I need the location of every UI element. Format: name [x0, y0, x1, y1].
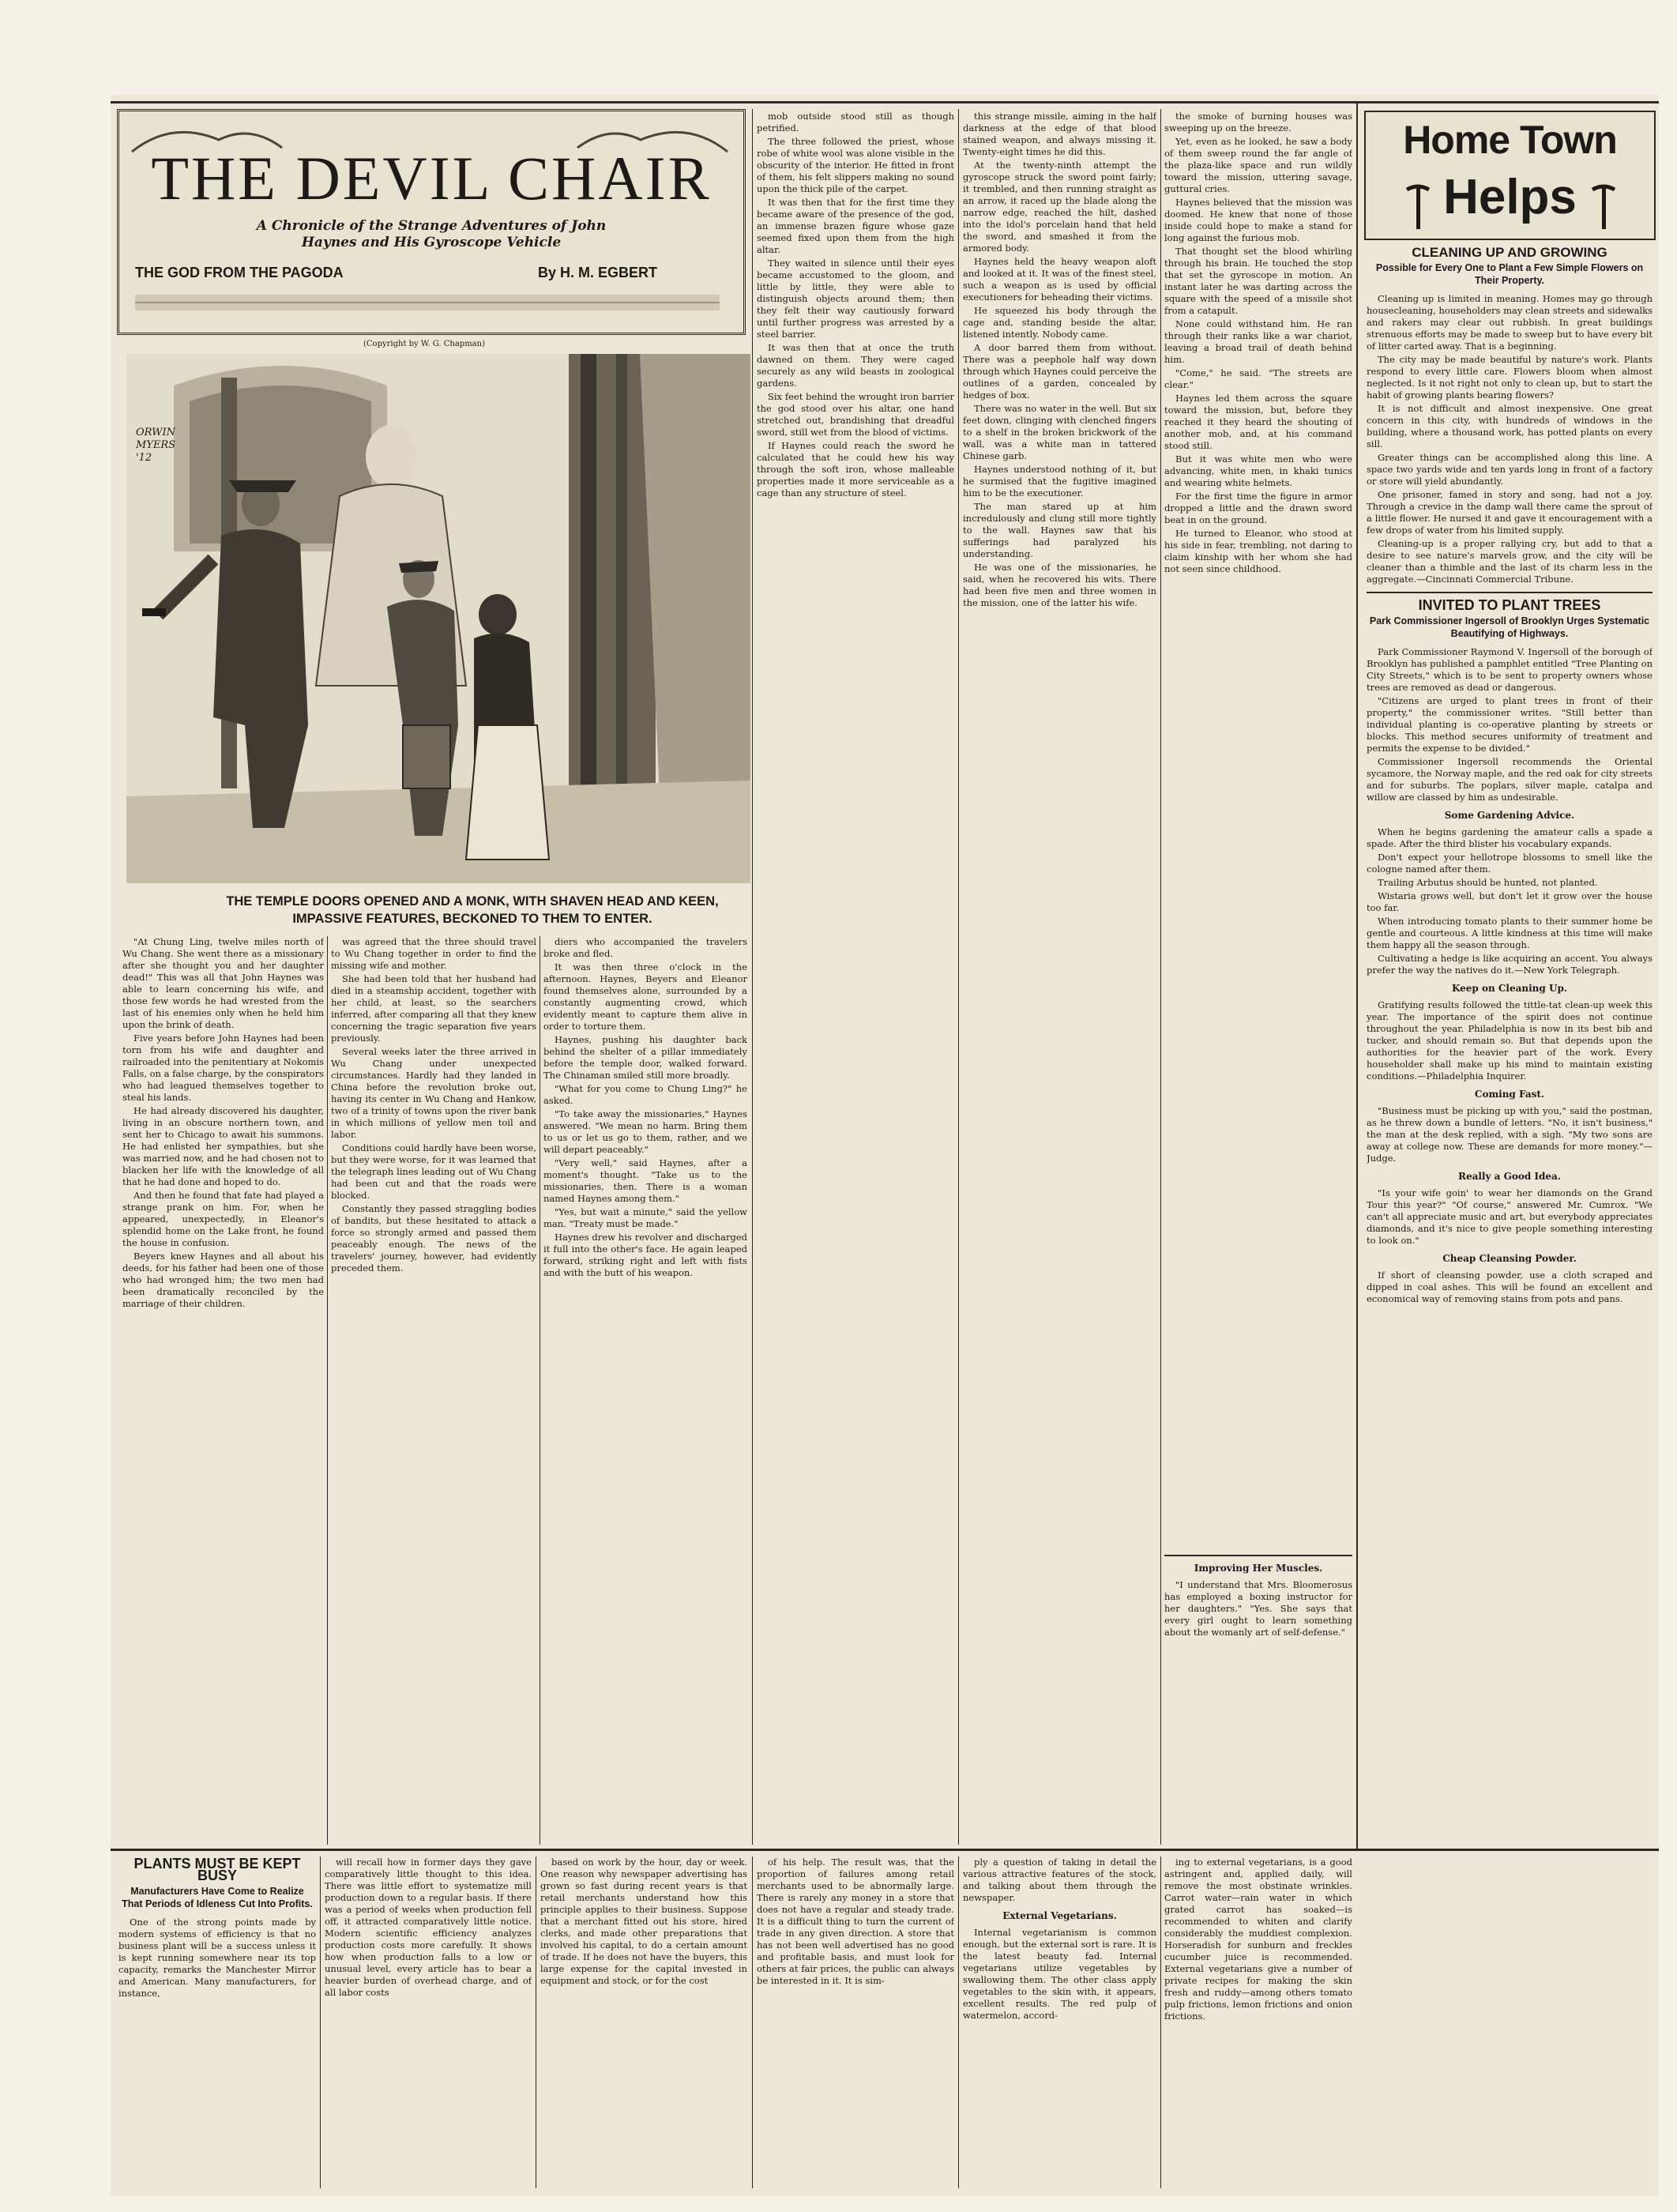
pickaxe-icon: [1404, 183, 1432, 231]
paragraph: Haynes led them across the square toward the mission, but, before they reached it they heard the shouting of another mob, and, at his command stood still.: [1164, 393, 1352, 451]
improving-title: Improving Her Muscles.: [1194, 1563, 1323, 1574]
busy-subtitle: Manufacturers Have Come to Realize That Periods of Idleness Cut Into Profits.: [122, 1886, 313, 1909]
paragraph: Wistaria grows well, but don't let it grow over the house too far.: [1367, 890, 1653, 913]
paragraph: "Is your wife goin' to wear her diamonds on the Grand Tour this year?" "Of course," answered Mr. Cumrox. "We can't all appreciate music and art, but everybody appreciates diamonds, and it's nice to give people something interesting to look on.": [1367, 1187, 1653, 1246]
paragraph: Haynes held the heavy weapon aloft and looked at it. It was of the finest steel, such a weapon as is used by official executioners for beheading their victims.: [963, 256, 1156, 303]
paragraph: Several weeks later the three arrived in Wu Chang under unexpected circumstances. Hardly had they landed in China before the revolution broke out, having its center in Wu Chang and Hankow, two of a trinity of towns upon the river bank in which millions of yellow men toil and labor.: [331, 1046, 536, 1140]
column-rule: [320, 1856, 321, 2188]
paragraph: It was then that for the first time they became aware of the presence of the god, an immense brazen figure whose gaze seemed fixed upon them from the high altar.: [757, 197, 954, 255]
paragraph: Park Commissioner Raymond V. Ingersoll of the borough of Brooklyn has published a pamphlet entitled "Tree Planting on City Streets," which is to be sent to property owners whose trees are removed as dead or dangerous.: [1367, 646, 1653, 693]
paragraph: At the twenty-ninth attempt the gyroscope struck the sword point fairly; it trembled, and then running straight as an arrow, it raced up the blade along the narrow edge, reached the hilt, dashed into the idol's porcelain hand that held the sword, and smashed it from the armored body.: [963, 160, 1156, 254]
busy-column-5: [963, 1856, 1156, 2188]
sidebar-divider: [1356, 101, 1358, 1849]
paragraph: Haynes, pushing his daughter back behind the shelter of a pillar immediately before the temple door, walked forward. The Chinaman smiled still more broadly.: [543, 1034, 747, 1081]
paragraph: She had been told that her husband had died in a steamship accident, together with her child, at least, so the searchers inferred, after comparing all that they knew concerning the tragic separation five years previously.: [331, 973, 536, 1044]
column-rule: [1160, 109, 1161, 1845]
section-rule: [1367, 592, 1653, 593]
paragraph: Don't expect your hellotrope blossoms to smell like the cologne named after them.: [1367, 852, 1653, 875]
paragraph: "Citizens are urged to plant trees in front of their property," the commissioner writes. "Still better than individual planting is co-operative planting by streets or blocks. This method secures uniformity of treatment and permits the expense to be divided.": [1367, 695, 1653, 754]
header-pattern: [135, 290, 720, 315]
vegetarians-title: External Vegetarians.: [1002, 1910, 1117, 1921]
paragraph: Beyers knew Haynes and all about his deeds, for his father had been one of those who had wronged him; the two men had been dramatically reconciled by the marriage of their children.: [122, 1251, 324, 1309]
paragraph: It was then that at once the truth dawned on them. They were caged securely as any wild beasts in zoological gardens.: [757, 342, 954, 389]
paragraph: The man stared up at him incredulously and clung still more tightly to the wall. Haynes saw that his sufferings had paralyzed his understanding.: [963, 501, 1156, 559]
cleaning-subtitle: Possible for Every One to Plant a Few Simple Flowers on Their Property.: [1375, 262, 1644, 286]
paragraph: diers who accompanied the travelers broke and fled.: [543, 936, 747, 959]
paragraph: When introducing tomato plants to their summer home be gentle and courteous. A little kindness at this time will make them happy all the season through.: [1367, 916, 1653, 950]
paragraph: "Business must be picking up with you," said the postman, as he threw down a bundle of letters. "No, it isn't business," the man at the desk replied, with a sigh. "My two sons are away at college now. These are demands for more money."—Judge.: [1367, 1105, 1653, 1164]
column-rule: [958, 109, 959, 1845]
paragraph: That thought set the blood whirling through his brain. He touched the stop that set the gyroscope in motion. An instant later he was darting across the square with the speed of a missile shot from a catapult.: [1164, 246, 1352, 316]
paragraph: He turned to Eleanor, who stood at his side in fear, trembling, not daring to claim kinship with her whom she had not seen since childhood.: [1164, 528, 1352, 574]
paragraph: The city may be made beautiful by nature's work. Plants respond to every little care. Flowers bloom when almost neglected. Is it not right not only to clean up, but to start the habit of growing plants bearing flowers?: [1367, 354, 1653, 401]
paragraph: He was one of the missionaries, he said, when he recovered his wits. There had been five men and three women in the mission, one of the latter his wife.: [963, 562, 1156, 608]
improving-article: [1164, 1561, 1352, 1845]
story-column-5: [963, 111, 1156, 1845]
section-rule: [1164, 1555, 1352, 1556]
paragraph: "At Chung Ling, twelve miles north of Wu Chang. She went there as a missionary after she thought you and her daughter dead!" This was all that John Haynes was able to learn concerning his wife, and those few words he had wrested from the last of his enemies only when he held him upon the brink of death.: [122, 936, 324, 1030]
paragraph: Cultivating a hedge is like acquiring an accent. You always prefer the way the natives do it.—New York Telegraph.: [1367, 953, 1653, 976]
story-column-4: [757, 111, 954, 1845]
busy-column-6: [1164, 1856, 1352, 2188]
story-subtitle: A Chronicle of the Strange Adventures of John Haynes and His Gyroscope Vehicle: [256, 218, 607, 250]
busy-column-1: [118, 1856, 316, 2188]
paragraph: There was no water in the well. But six feet down, clinging with clenched fingers to a shelf in the broken brickwork of the wall, was a white man in tattered Chinese garb.: [963, 403, 1156, 461]
paragraph: He squeezed his body through the cage and, standing beside the altar, listened intently. Nobody came.: [963, 305, 1156, 340]
paragraph: Commissioner Ingersoll recommends the Oriental sycamore, the Norway maple, and the red oak for city streets and for suburbs. The poplars, silver maple, catalpa and willow are classed by him as undesirable.: [1367, 756, 1653, 803]
byline: By H. M. EGBERT: [538, 265, 658, 280]
paragraph: One of the strong points made by modern systems of efficiency is that no business plant will be a success unless it is kept running somewhere near its top capacity, remarks the Manchester Mirror and American. Many manufacturers, for instance,: [118, 1917, 316, 1999]
column-rule: [327, 936, 328, 1845]
copyright-note: (Copyright by W. G. Chapman): [363, 340, 485, 348]
paragraph: this strange missile, aiming in the half darkness at the edge of that blood stained weapon, and always missing it. Twenty-eight times he did this.: [963, 111, 1156, 157]
paragraph: the smoke of burning houses was sweeping up on the breeze.: [1164, 111, 1352, 134]
really-title: Really a Good Idea.: [1457, 1171, 1562, 1182]
paragraph: Haynes understood nothing of it, but he surmised that the fugitive imagined him to be the executioner.: [963, 464, 1156, 498]
trees-subtitle: Park Commissioner Ingersoll of Brooklyn Urges Systematic Beautifying of Highways.: [1369, 615, 1650, 639]
paragraph: If short of cleansing powder, use a cloth scraped and dipped in coal ashes. This will be found an excellent and economical way of removing stains from pots and pans.: [1367, 1270, 1653, 1304]
illustration-signature: ORWIN MYERS '12: [136, 427, 176, 464]
column-rule: [752, 109, 753, 1845]
illustration-caption: THE TEMPLE DOORS OPENED AND A MONK, WITH SHAVEN HEAD AND KEEN, IMPASSIVE FEATURES, BECKONED TO THEM TO ENTER.: [226, 894, 719, 926]
paragraph: was agreed that the three should travel to Wu Chang together in order to find the missing wife and mother.: [331, 936, 536, 971]
story-column-1: [122, 936, 324, 1845]
paragraph: "Come," he said. "The streets are clear.": [1164, 367, 1352, 390]
keep-title: Keep on Cleaning Up.: [1451, 983, 1568, 994]
paragraph: Internal vegetarianism is common enough, but the external sort is rare. It is the latest beauty fad. Internal vegetarians utilize vegetables by swallowing them. The other class apply vegetables to the skin with, it appears, excellent results. The red pulp of watermelon, accord-: [963, 1927, 1156, 2021]
paragraph: But it was white men who were advancing, white men, in khaki tunics and wearing white helmets.: [1164, 453, 1352, 488]
paragraph: Constantly they passed straggling bodies of bandits, but these hesitated to attack a force so strongly armed and passed them peaceably enough. The news of the travelers' journey, however, had evidently preceded them.: [331, 1203, 536, 1273]
bottom-section-rule: [111, 1849, 1659, 1851]
paragraph: Haynes drew his revolver and discharged it full into the other's face. He again leaped forward, striking right and left with fists and with the butt of his weapon.: [543, 1232, 747, 1278]
story-title: THE DEVIL CHAIR: [151, 144, 712, 213]
paragraph: He had already discovered his daughter, living in an obscure northern town, and sent her to Chicago to await his summons. He had enlisted her sympathies, but she was married now, and he had chosen not to blacken her life with the knowledge of all that he had done and hoped to do.: [122, 1105, 324, 1187]
column-rule: [752, 1856, 753, 2188]
story-column-2: [331, 936, 536, 1845]
home-town-helps-masthead: [1364, 111, 1656, 240]
gardening-title: Some Gardening Advice.: [1444, 810, 1575, 821]
paragraph: One prisoner, famed in story and song, had not a joy. Through a crevice in the damp wall there came the sprout of a little flower. He nursed it and gave it encouragement with a few drops of water from his limited supply.: [1367, 489, 1653, 536]
sidebar-column: [1367, 245, 1653, 1845]
paragraph: of his help. The result was, that the proportion of failures among retail merchants used to be abnormally large. There is rarely any money in a store that does not have a regular and steady trade. It is a difficult thing to turn the current of trade in any given direction. A store that has not been well advertised has no good and profitable basis, and must look for others at fair prices, the public can always be interested in it. It is sim-: [757, 1856, 954, 1986]
paragraph: Trailing Arbutus should be hunted, not planted.: [1378, 877, 1598, 888]
paragraph: For the first time the figure in armor dropped a little and the drawn sword beat in on the ground.: [1164, 491, 1352, 525]
chapter-title: THE GOD FROM THE PAGODA: [135, 265, 344, 280]
paragraph: ing to external vegetarians, is a good astringent and, applied daily, will remove the most obstinate wrinkles. Carrot water—rain water in which grated carrot has soaked—is recommended to whiten and clarify considerably the muddiest complexion. Horseradish for sunburn and freckles cucumber juice is recommended. External vegetarians give a number of private recipes for making the skin fresh and ruddy—among others tomato pulp frictions, lemon frictions and onion frictions.: [1164, 1856, 1352, 2022]
paragraph: "To take away the missionaries," Haynes answered. "We mean no harm. Bring them to us or let us go to them, rather, and we will depart peaceably.": [543, 1108, 747, 1155]
trees-title: INVITED TO PLANT TREES: [1418, 597, 1601, 613]
coming-title: Coming Fast.: [1474, 1089, 1545, 1100]
busy-title: PLANTS MUST BE KEPT BUSY: [133, 1856, 301, 1883]
paragraph: "Very well," said Haynes, after a moment's thought. "Take us to the missionaries, then. There is a woman named Haynes among them.": [543, 1157, 747, 1204]
paragraph: based on work by the hour, day or week. One reason why newspaper advertising has grown so fast during recent years is that retail merchants understand how this principle applies to their business. Suppose that a merchant fitted out his store, hired clerks, and made other preparations that involved his capital, to do a certain amount of trade. If he does not have the buyers, this large expense for the capital invested in equipment and stock, or for the cost: [540, 1856, 747, 1986]
story-column-3: [543, 936, 747, 1845]
busy-column-4: [757, 1856, 954, 2188]
paragraph: ply a question of taking in detail the various attractive features of the stock, and talking about them through the newspaper.: [963, 1856, 1156, 1903]
story-header-box: [117, 109, 746, 335]
paragraph: A door barred them from without. There was a peephole half way down through which Haynes could perceive the outlines of a garden, concealed by hedges of box.: [963, 342, 1156, 401]
paragraph: Cleaning-up is a proper rallying cry, but add to that a desire to see nature's marvels grow, and the city will be cleaner than a thimble and the last of its charm less in the aggregate.—Cincinnati Commercial Tribune.: [1367, 538, 1653, 585]
paragraph: Cleaning up is limited in meaning. Homes may go through housecleaning, householders may clean streets and sidewalks and rakers may clear out rubbish. In great buildings strenuous efforts may be made to sweep but to have every bit of litter carted away. That is a beginning.: [1367, 293, 1653, 352]
column-rule: [958, 1856, 959, 2188]
busy-column-3: [540, 1856, 747, 2188]
paragraph: When he begins gardening the amateur calls a spade a spade. After the third blister his vocabulary expands.: [1367, 826, 1653, 849]
paragraph: "What for you come to Chung Ling?" he asked.: [543, 1083, 747, 1106]
column-rule: [1160, 1856, 1161, 2188]
paragraph: Conditions could hardly have been worse, but they were worse, for it was learned that the telegraph lines leading out of Wu Chang had been cut and that the roads were blocked.: [331, 1142, 536, 1201]
masthead-line2: Helps: [1443, 170, 1577, 224]
powder-title: Cheap Cleansing Powder.: [1442, 1253, 1577, 1264]
paragraph: Six feet behind the wrought iron barrier the god stood over his altar, one hand stretched out, brandishing that dreadful sword, still wet from the blood of victims.: [757, 391, 954, 438]
paragraph: It is not difficult and almost inexpensive. One great concern in this city, with hundreds of windows in the building, where a thousand work, has potted plants on every sill.: [1367, 403, 1653, 450]
paragraph: The three followed the priest, whose robe of white wool was alone visible in the obscurity of the interior. He fitted in front of them, his felt slippers making no sound upon the thick pile of the carpet.: [757, 136, 954, 194]
paragraph: will recall how in former days they gave comparatively little thought to this idea. There was little effort to systematize mill production down to a regular basis. If there was a period of weeks when production fell off, it attracted comparatively little notice. Modern scientific efficiency analyzes production costs more carefully. It shows how when production falls to a low or unusual level, every article has to bear a heavier burden of overhead charge, and of all labor costs: [325, 1856, 532, 1998]
story-column-6: [1164, 111, 1352, 1548]
paragraph: Yet, even as he looked, he saw a body of them sweep round the far angle of the plaza-like space and run wildly toward the mission, uttering savage, guttural cries.: [1164, 136, 1352, 194]
paragraph: Greater things can be accomplished along this line. A space two yards wide and ten yards long in front of a factory or store will yield abundantly.: [1367, 452, 1653, 487]
paragraph: It was then three o'clock in the afternoon. Haynes, Beyers and Eleanor found themselves alone, surrounded by a constantly augmenting crowd, which evidently meant to capture them alive in order to torture them.: [543, 961, 747, 1032]
paragraph: "Yes, but wait a minute," said the yellow man. "Treaty must be made.": [543, 1206, 747, 1229]
paragraph: mob outside stood still as though petrified.: [757, 111, 954, 134]
top-rule: [111, 101, 1659, 103]
paragraph: Gratifying results followed the tittle-tat clean-up week this year. The importance of the spirit does not continue throughout the year. Philadelphia is now in its best bib and tucker, and should remain so. But that depends upon the authorities for the heavier part of the work. Every householder shall make up his mind to maintain existing conditions.—Philadelphia Inquirer.: [1367, 999, 1653, 1082]
story-illustration: [126, 354, 750, 883]
pickaxe-icon: [1589, 183, 1618, 231]
paragraph: Five years before John Haynes had been torn from his wife and daughter and railroaded into the penitentiary at Nokomis Falls, on a false charge, by the conspirators who had leagued themselves together to steal his lands.: [122, 1033, 324, 1103]
paragraph: If Haynes could reach the sword he calculated that he could hew his way through the soft iron, whose malleable properties made it more serviceable as a cage than any structure of steel.: [757, 440, 954, 498]
cleaning-title: CLEANING UP AND GROWING: [1412, 245, 1607, 260]
paragraph: And then he found that fate had played a strange prank on him. For, when he appeared, unexpectedly, in Eleanor's splendid home on the Lake front, he found the house in confusion.: [122, 1190, 324, 1248]
paragraph: They waited in silence until their eyes became accustomed to the gloom, and little by little, they were able to distinguish objects around them; then they felt their way cautiously forward until further progress was arrested by a steel barrier.: [757, 258, 954, 340]
paragraph: Haynes believed that the mission was doomed. He knew that none of those inside could hope to make a stand for long against the furious mob.: [1164, 197, 1352, 243]
masthead-line1: Home Town: [1403, 118, 1617, 162]
improving-body: "I understand that Mrs. Bloomerosus has employed a boxing instructor for her daughters." "Yes. She says that every girl ought to learn something about the womanly art of self-defense.": [1164, 1579, 1352, 1638]
paragraph: None could withstand him. He ran through their ranks like a war chariot, leaving a broad trail of death behind him.: [1164, 318, 1352, 365]
busy-column-2: [325, 1856, 532, 2188]
